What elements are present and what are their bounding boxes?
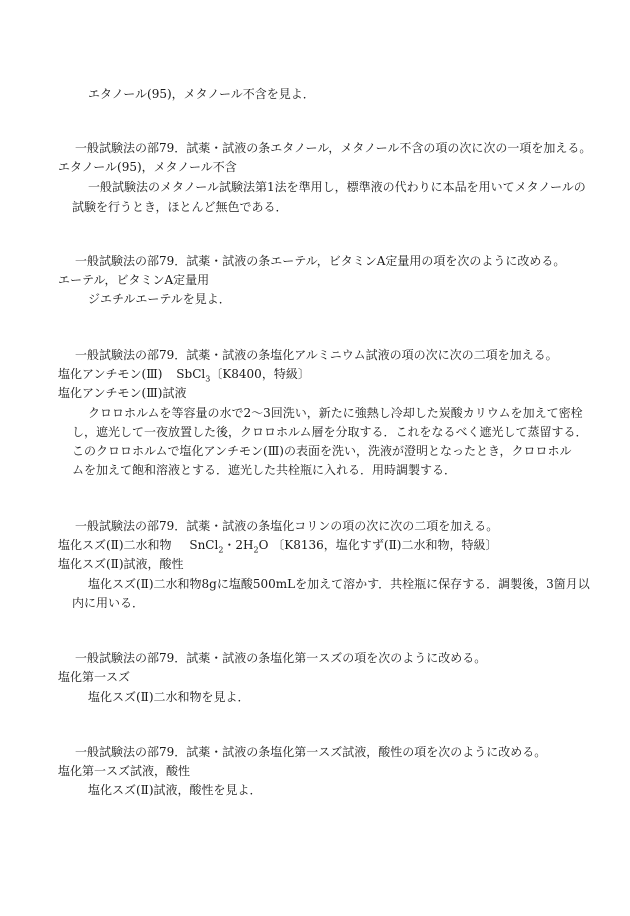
chemical-formula: SnCl$_2$・$2H_2O$ — [189, 538, 269, 555]
reagent-term: 塩化第一スズ試液，酸性 — [58, 764, 191, 778]
reagent-description: 塩化スズ(Ⅱ)試液，酸性を見よ． — [88, 783, 262, 797]
reagent-term — [58, 538, 498, 555]
reagent-description: このクロロホルムで塩化アンチモン(Ⅲ)の表面を洗い，洗液が澄明となったとき，クロロホル — [72, 444, 572, 458]
amendment-heading: 一般試験法の部79．試薬・試液の条塩化第一スズ試液，酸性の項を次のように改める。 — [75, 745, 547, 759]
amendment-heading: 一般試験法の部79．試薬・試液の条エタノール，メタノール不含の項の次に次の一項を加える。 — [75, 141, 592, 155]
reagent-term: 塩化アンチモン(Ⅲ)試液 — [58, 386, 187, 400]
reagent-term: 塩化スズ(Ⅱ)試液，酸性 — [58, 557, 184, 571]
reagent-description: ジエチルエーテルを見よ． — [88, 292, 231, 306]
chemical-formula: SbCl$_3$ — [176, 367, 211, 384]
reference-line: エタノール(95)，メタノール不含を見よ． — [88, 87, 315, 101]
reagent-description: ムを加えて飽和溶液とする．遮光した共栓瓶に入れる．用時調製する． — [72, 463, 457, 477]
reagent-term: 塩化第一スズ — [58, 670, 131, 684]
amendment-heading: 一般試験法の部79．試薬・試液の条塩化第一スズの項を次のように改める。 — [75, 651, 487, 665]
reagent-term — [58, 367, 310, 384]
reagent-term: エーテル，ビタミンA定量用 — [58, 273, 210, 287]
amendment-heading: 一般試験法の部79．試薬・試液の条塩化アルミニウム試液の項の次に次の二項を加える。 — [75, 348, 558, 362]
reagent-standard: 〔K8400，特級〕 — [210, 367, 310, 381]
reagent-description: 内に用いる． — [72, 596, 145, 610]
reagent-name: 塩化スズ(Ⅱ)二水和物 — [58, 538, 172, 552]
reagent-description: クロロホルムを等容量の水で2～3回洗い，新たに強熱し冷却した炭酸カリウムを加えて密栓 — [88, 406, 583, 420]
amendment-heading: 一般試験法の部79．試薬・試液の条塩化コリンの項の次に次の二項を加える。 — [75, 519, 499, 533]
reagent-description: し，遮光して一夜放置した後，クロロホルム層を分取する．これをなるべく遮光して蒸留する． — [72, 425, 588, 439]
reagent-name: 塩化アンチモン(Ⅲ) — [58, 367, 163, 381]
amendment-heading: 一般試験法の部79．試薬・試液の条エーテル，ビタミンA定量用の項を次のように改める。 — [75, 254, 566, 268]
reagent-description: 試験を行うとき，ほとんど無色である． — [72, 200, 288, 214]
reagent-term: エタノール(95)，メタノール不含 — [58, 160, 237, 174]
reagent-description: 塩化スズ(Ⅱ)二水和物8gに塩酸500mLを加えて溶かす．共栓瓶に保存する．調製後，3箇月以 — [88, 577, 590, 591]
reagent-description: 一般試験法のメタノール試験法第1法を準用し，標準液の代わりに本品を用いてメタノールの — [88, 180, 586, 194]
reagent-standard: 〔K8136，塩化すず(Ⅱ)二水和物，特級〕 — [272, 538, 498, 552]
reagent-description: 塩化スズ(Ⅱ)二水和物を見よ． — [88, 690, 250, 704]
